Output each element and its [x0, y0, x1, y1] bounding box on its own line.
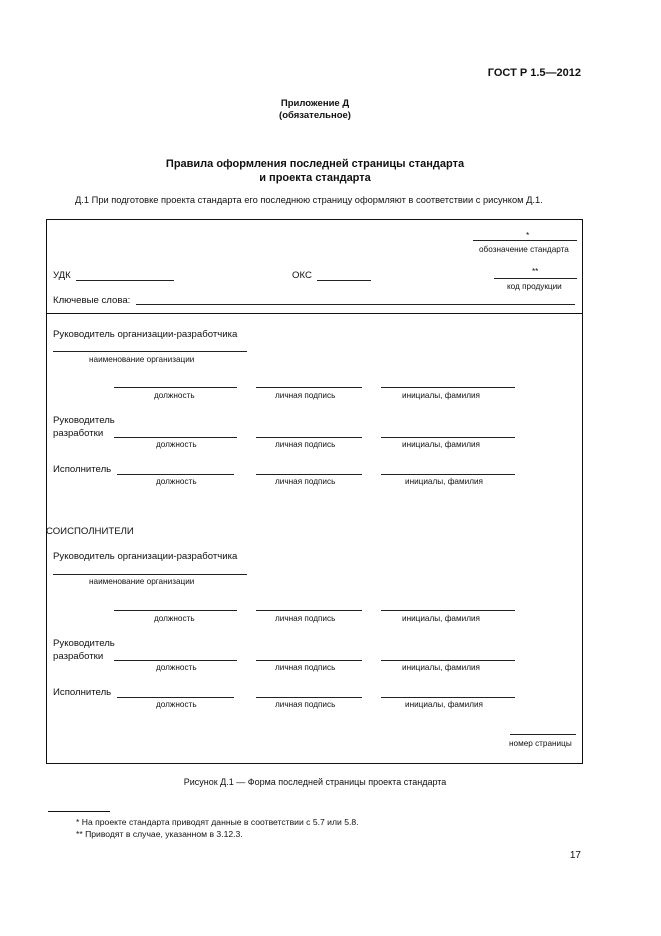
signature-label: личная подпись	[275, 391, 336, 400]
udk-label: УДК	[53, 270, 71, 281]
designation-line	[473, 240, 577, 241]
signature-line	[256, 387, 362, 388]
dev-head-label-line1: Руководитель	[53, 415, 115, 426]
initials-line	[381, 474, 515, 475]
keywords-label: Ключевые слова:	[53, 295, 131, 306]
designation-label: обозначение стандарта	[479, 245, 569, 254]
initials-line	[381, 660, 515, 661]
position-label: должность	[154, 614, 195, 623]
signature-label: личная подпись	[275, 700, 336, 709]
product-code-label: код продукции	[507, 282, 562, 291]
signature-line	[256, 697, 362, 698]
signature-label: личная подпись	[275, 477, 336, 486]
page-number: 17	[569, 850, 581, 861]
initials-label: инициалы, фамилия	[405, 477, 483, 486]
position-line	[114, 387, 237, 388]
page-number-label: номер страницы	[509, 739, 572, 748]
position-line	[114, 660, 237, 661]
position-line	[114, 437, 237, 438]
standard-code-header: ГОСТ Р 1.5—2012	[487, 67, 581, 79]
initials-line	[381, 697, 515, 698]
intro-paragraph: Д.1 При подготовке проекта стандарта его последнюю страницу оформляют в соответствии с рисунком Д.1.	[75, 195, 543, 205]
footnote-2: ** Приводят в случае, указанном в 3.12.3.	[76, 829, 243, 839]
initials-label: инициалы, фамилия	[402, 614, 480, 623]
executor-label: Исполнитель	[53, 687, 112, 698]
initials-line	[381, 387, 515, 388]
position-label: должность	[156, 440, 197, 449]
executor-label: Исполнитель	[53, 464, 112, 475]
initials-label: инициалы, фамилия	[402, 391, 480, 400]
oks-line	[317, 280, 371, 281]
section-title-line1: Правила оформления последней страницы стандарта	[165, 158, 465, 170]
dev-head-label-line2: разработки	[53, 651, 104, 662]
appendix-status: (обязательное)	[279, 110, 351, 121]
product-code-mark: **	[532, 267, 539, 276]
product-code-line	[494, 278, 577, 279]
signature-label: личная подпись	[275, 440, 336, 449]
dev-head-label-line2: разработки	[53, 428, 104, 439]
org-head-label: Руководитель организации-разработчика	[53, 329, 238, 340]
initials-label: инициалы, фамилия	[402, 440, 480, 449]
position-line	[117, 697, 234, 698]
position-label: должность	[156, 700, 197, 709]
position-label: должность	[154, 391, 195, 400]
udk-line	[76, 280, 174, 281]
signature-line	[256, 660, 362, 661]
keywords-line	[136, 304, 575, 305]
org-name-label: наименование организации	[89, 577, 195, 586]
appendix-title: Приложение Д	[280, 98, 350, 109]
org-name-line	[53, 351, 247, 352]
position-line	[117, 474, 234, 475]
coexecutors-title: СОИСПОЛНИТЕЛИ	[46, 526, 134, 537]
position-label: должность	[156, 477, 197, 486]
initials-line	[381, 610, 515, 611]
signature-line	[256, 437, 362, 438]
initials-label: инициалы, фамилия	[405, 700, 483, 709]
signature-label: личная подпись	[275, 614, 336, 623]
page-number-line	[510, 734, 576, 735]
org-name-label: наименование организации	[89, 355, 195, 364]
section-title-line2: и проекта стандарта	[259, 172, 371, 184]
initials-label: инициалы, фамилия	[402, 663, 480, 672]
designation-mark: *	[526, 231, 530, 240]
initials-line	[381, 437, 515, 438]
position-label: должность	[156, 663, 197, 672]
oks-label: ОКС	[292, 270, 312, 281]
signature-label: личная подпись	[275, 663, 336, 672]
footnote-separator	[48, 811, 110, 812]
footnote-1: * На проекте стандарта приводят данные в соответствии с 5.7 или 5.8.	[76, 817, 359, 827]
org-name-line	[53, 574, 247, 575]
signature-line	[256, 610, 362, 611]
position-line	[114, 610, 237, 611]
figure-caption: Рисунок Д.1 — Форма последней страницы проекта стандарта	[183, 777, 447, 787]
form-divider	[46, 313, 583, 314]
org-head-label: Руководитель организации-разработчика	[53, 551, 238, 562]
dev-head-label-line1: Руководитель	[53, 638, 115, 649]
signature-line	[256, 474, 362, 475]
